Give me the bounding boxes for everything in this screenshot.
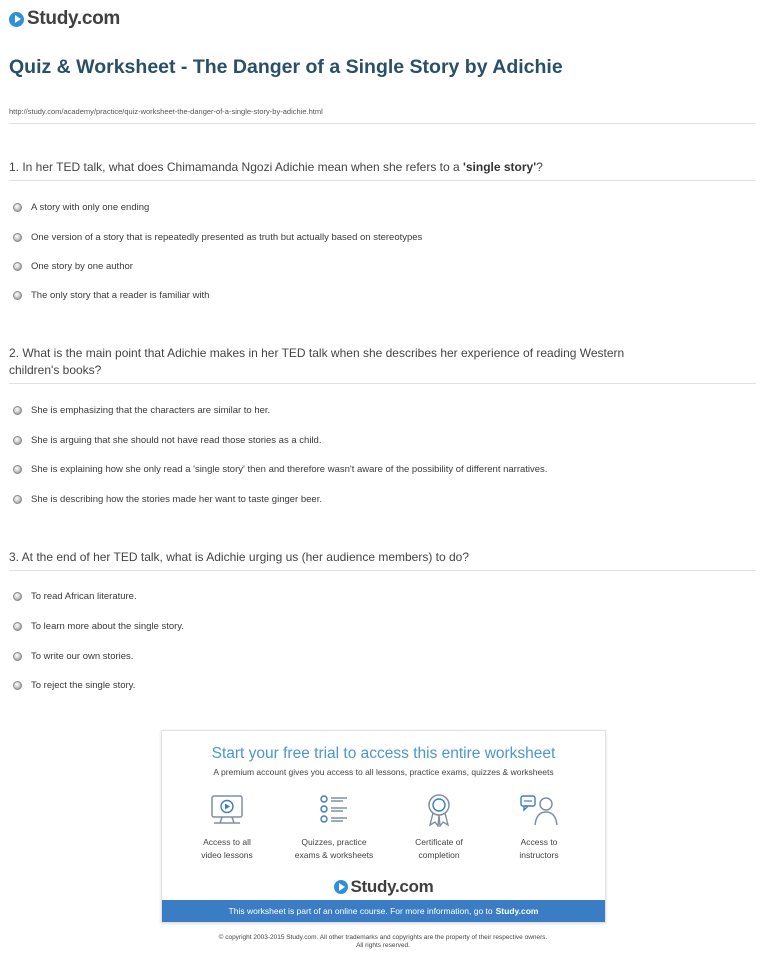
question-3-option-2[interactable]: To learn more about the single story. bbox=[13, 621, 184, 632]
radio-icon[interactable] bbox=[13, 436, 22, 445]
radio-icon[interactable] bbox=[13, 495, 22, 504]
promo-subtitle: A premium account gives you access to all lessons, practice exams, quizzes & worksheets bbox=[213, 767, 554, 777]
promo-title[interactable]: Start your free trial to access this entire worksheet bbox=[211, 745, 556, 762]
feature-label: Quizzes, practice exams & worksheets bbox=[294, 837, 374, 860]
question-1-option-4[interactable]: The only story that a reader is familiar with bbox=[13, 290, 209, 301]
feature-instructors bbox=[484, 793, 594, 862]
radio-icon[interactable] bbox=[13, 203, 22, 212]
question-2-option-3[interactable]: She is explaining how she only read a 'single story' then and therefore wasn't aware of the possibility of different narratives. bbox=[13, 464, 547, 475]
radio-icon[interactable] bbox=[13, 622, 22, 631]
video-lessons-icon bbox=[209, 793, 245, 827]
play-logo-icon bbox=[9, 12, 24, 27]
copyright-notice: © copyright 2003-2015 Study.com. All other trademarks and copyrights are the property of their respective owners. All rights reserved. bbox=[218, 934, 548, 949]
certificate-icon bbox=[421, 793, 457, 827]
instructor-chat-icon bbox=[519, 793, 559, 827]
feature-label: Certificate of completion bbox=[415, 837, 463, 860]
feature-label: Access to all video lessons bbox=[201, 837, 253, 860]
divider bbox=[9, 383, 756, 384]
promo-bar-link[interactable]: Study.com bbox=[495, 906, 539, 916]
feature-certificate bbox=[384, 793, 494, 862]
logo-text: Study.com bbox=[27, 8, 121, 29]
logo-text: Study.com bbox=[350, 877, 434, 896]
question-1-option-2[interactable]: One version of a story that is repeatedly presented as truth but actually based on stereotypes bbox=[13, 232, 422, 243]
divider bbox=[9, 123, 756, 124]
radio-icon[interactable] bbox=[13, 465, 22, 474]
radio-icon[interactable] bbox=[13, 406, 22, 415]
promo-study-logo[interactable] bbox=[162, 877, 605, 897]
question-1-text: 1. In her TED talk, what does Chimamanda Ngozi Adichie mean when she refers to a 'single story'? bbox=[9, 160, 543, 174]
feature-label: Access to instructors bbox=[519, 837, 559, 860]
question-3-text: 3. At the end of her TED talk, what is Adichie urging us (her audience members) to do? bbox=[9, 550, 470, 564]
play-logo-icon bbox=[334, 880, 348, 894]
radio-icon[interactable] bbox=[13, 262, 22, 271]
divider bbox=[9, 180, 756, 181]
question-3-option-4[interactable]: To reject the single story. bbox=[13, 680, 135, 691]
study-logo[interactable] bbox=[9, 8, 120, 30]
radio-icon[interactable] bbox=[13, 592, 22, 601]
question-3-option-3[interactable]: To write our own stories. bbox=[13, 651, 133, 662]
promo-bar-text: This worksheet is part of an online course. For more information, go to bbox=[228, 906, 493, 916]
question-1-emphasis: 'single story' bbox=[463, 160, 537, 174]
question-1-option-1[interactable]: A story with only one ending bbox=[13, 202, 149, 213]
quiz-list-icon bbox=[316, 793, 352, 827]
radio-icon[interactable] bbox=[13, 291, 22, 300]
promo-info-bar bbox=[162, 900, 605, 922]
divider bbox=[9, 570, 756, 571]
question-2-option-2[interactable]: She is arguing that she should not have read those stories as a child. bbox=[13, 435, 321, 446]
question-2-option-1[interactable]: She is emphasizing that the characters are similar to her. bbox=[13, 405, 270, 416]
page-url: http://study.com/academy/practice/quiz-worksheet-the-danger-of-a-single-story-by-adichie.html bbox=[9, 107, 323, 116]
page-title: Quiz & Worksheet - The Danger of a Single Story by Adichie bbox=[9, 56, 563, 78]
radio-icon[interactable] bbox=[13, 233, 22, 242]
feature-video-lessons bbox=[172, 793, 282, 862]
question-2-text: 2. What is the main point that Adichie makes in her TED talk when she describes her experience of reading Western children's books? bbox=[9, 346, 625, 377]
question-2-option-4[interactable]: She is describing how the stories made her want to taste ginger beer. bbox=[13, 494, 322, 505]
question-3-option-1[interactable]: To read African literature. bbox=[13, 591, 137, 602]
free-trial-promo bbox=[161, 730, 606, 923]
radio-icon[interactable] bbox=[13, 652, 22, 661]
feature-quizzes bbox=[279, 793, 389, 862]
question-1-option-3[interactable]: One story by one author bbox=[13, 261, 133, 272]
radio-icon[interactable] bbox=[13, 681, 22, 690]
